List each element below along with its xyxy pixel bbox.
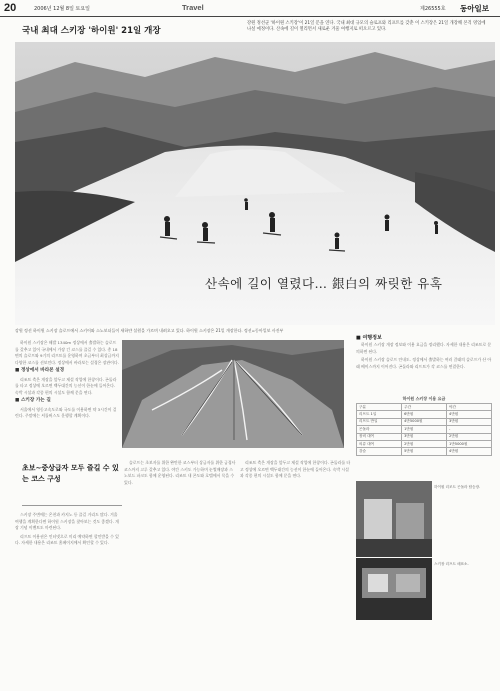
price-cell: 리프트 반일 (357, 418, 402, 425)
price-cell: 3만원 (402, 433, 447, 440)
body-paragraph: 리프트 이용권은 인터넷으로 미리 예약하면 할인받을 수 있다. 자세한 내용은 리조트 홈페이지에서 확인할 수 있다. (15, 533, 119, 545)
sub-headline: 초보~중상급자 모두 즐길 수 있는 코스 구성 (22, 464, 119, 483)
photo-caption: 강원 정선 하이원 스키장 슬로프에서 스키어와 스노보더들이 새하얀 설원을 가르며 내려오고 있다. 하이원 스키장은 21일 개장한다. 정선=동아일보 사진부 (15, 328, 284, 333)
subhead: ■ 정상에서 바라본 설경 (15, 368, 65, 373)
body-paragraph: 리조트 측은 개장을 앞두고 제설 작업에 한창이다. 곤돌라를 타고 정상에 오르면 백두대간의 능선이 한눈에 들어온다. 숙박 시설과 각종 편의 시설도 함께 문을 연다. (15, 376, 117, 395)
price-cell: 주간 (402, 404, 447, 411)
gondola-caption: 하이원 리조트 곤돌라 탑승장. (434, 485, 481, 489)
price-cell: - (447, 426, 492, 433)
travel-info-heading: ■ 여행정보 (356, 335, 382, 341)
gondola-illustration (356, 481, 432, 557)
ticket-office-caption: 스키장 리프트 매표소. (434, 562, 469, 566)
gondola-photo (356, 481, 432, 557)
price-table-title: 하이원 스키장 이용 요금 (402, 396, 446, 401)
slope-map (122, 340, 344, 448)
body-paragraph: 하이원 스키장은 해발 1340m 정상에서 출발하는 슬로프를 갖추고 있어 국내에서 가장 긴 코스를 즐길 수 있다. 총 18면의 슬로프와 9기의 리프트를 운영하며 초급부터 최상급까지 다양한 코스를 선보인다. 정상에서 바라보는 설경은 장관이다. (15, 340, 119, 365)
price-row (357, 404, 492, 411)
body-paragraph: 스키장 주변에는 온천과 카지노 등 즐길 거리도 많다. 겨울 여행을 계획한다면 하이원 스키장을 찾아보는 것도 좋겠다. 개장 기념 이벤트도 마련된다. (15, 512, 119, 530)
article-headline: 산속에 길이 열렸다… 銀白의 짜릿한 유혹 (205, 276, 443, 291)
price-cell: 6만원 (402, 411, 447, 418)
price-cell: 리프트 1일 (357, 411, 402, 418)
body-paragraph: 리조트 측은 개장을 앞두고 제설 작업에 한창이다. 곤돌라를 타고 정상에 오르면 백두대간의 능선이 한눈에 들어온다. 숙박 시설과 각종 편의 시설도 함께 문을 연다. (240, 460, 351, 478)
text-column-bottom-mid (124, 460, 236, 682)
issue-number: 제26555호 (420, 6, 446, 12)
price-cell: 2만원 (447, 433, 492, 440)
price-cell: 4만5000원 (402, 418, 447, 425)
text-column-bottom-left (15, 512, 119, 682)
price-cell: 4만원 (447, 448, 492, 455)
price-row (357, 411, 492, 418)
section-name: Travel (182, 3, 204, 12)
price-row (357, 418, 492, 425)
price-cell: 곤돌라 (357, 426, 402, 433)
issue-date: 2006년 12월 8일 토요일 (34, 6, 91, 12)
price-cell: 1만원 (402, 426, 447, 433)
price-cell: 3만원 (447, 418, 492, 425)
travel-info-intro (356, 342, 494, 394)
body-paragraph: 서울에서 영동고속도로와 국도를 이용하면 약 3시간이 걸린다. 주말에는 셔틀버스도 운행할 계획이다. (15, 406, 117, 418)
slope-map-illustration (122, 340, 344, 448)
price-cell: 구분 (357, 404, 402, 411)
divider (22, 505, 122, 506)
price-cell: 의류 대여 (357, 440, 402, 447)
text-column-left (15, 340, 119, 460)
ticket-office-photo (356, 558, 432, 620)
price-row (357, 433, 492, 440)
price-row (357, 440, 492, 447)
body-paragraph: 슬로프는 초보자를 위한 완만한 코스부터 상급자를 위한 급경사 코스까지 고루 갖추고 있다. 야간 스키도 가능하며 눈썰매장과 스노보드 파크도 함께 운영된다. 리조트 내 콘도와 호텔에서 묵을 수 있다. (124, 460, 236, 485)
ticket-office-illustration (356, 558, 432, 620)
page-number: 20 (4, 2, 17, 14)
article-kicker: 국내 최대 스키장 '하이원' 21일 개장 (22, 26, 161, 36)
info-paragraph: 하이원 스키장 개장 정보와 이용 요금을 정리했다. 자세한 내용은 리조트로 문의하면 된다. (356, 342, 492, 354)
price-cell: 5만원 (402, 448, 447, 455)
map-caption: 하이원 스키장 슬로프 안내도. 정상에서 출발하는 여러 갈래의 슬로프가 산 아래 베이스까지 이어진다. 곤돌라와 리프트가 각 코스를 연결한다. (356, 357, 492, 369)
price-cell: 야간 (447, 404, 492, 411)
price-cell: 장비 대여 (357, 433, 402, 440)
subhead: ■ 스키장 가는 길 (15, 398, 51, 403)
price-cell: 4만원 (447, 411, 492, 418)
newspaper-logo: 동아일보 (460, 4, 489, 13)
price-cell: 2만원 (402, 440, 447, 447)
price-table (356, 395, 492, 456)
map-spacer (122, 452, 352, 456)
price-cell: 강습 (357, 448, 402, 455)
price-row (357, 426, 492, 433)
price-cell: 1만5000원 (447, 440, 492, 447)
text-column-bottom-right (240, 460, 352, 682)
article-lede: 강원 정선군 '하이원 스키장'이 21일 문을 연다. 국내 최대 규모의 슬로프와 리프트를 갖춘 이 스키장은 21일 개장해 본격 영업에 나설 예정이다. 산속에 길이 열리면서 새로운 겨울 여행지로 떠오르고 있다. (247, 21, 486, 33)
price-row (357, 448, 492, 455)
